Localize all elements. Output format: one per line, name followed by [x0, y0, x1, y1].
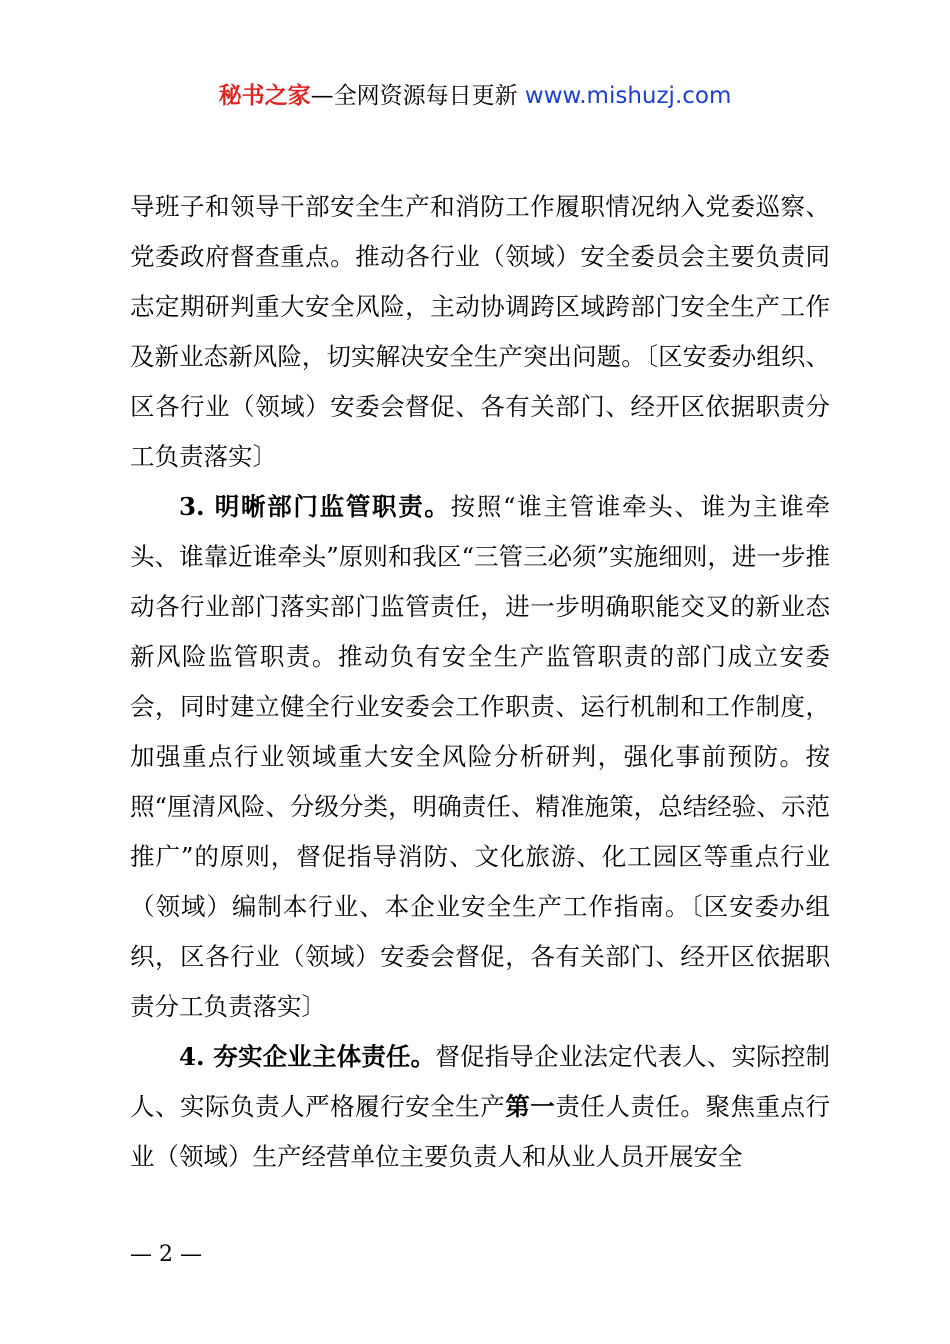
paragraph-continued: [130, 182, 830, 482]
document-body: [130, 182, 830, 1182]
emphasized-text: 第一: [505, 1092, 556, 1121]
site-name: 秘书之家: [218, 83, 311, 109]
paragraph-section-4: [130, 1032, 830, 1182]
page-number: — 2 —: [130, 1242, 202, 1267]
paragraph-text: 督促指导企业法定代表人、实际控制人、实际负责人严格履行安全生产: [130, 1042, 831, 1121]
section-heading: 4. 夯实企业主体责任。: [179, 1042, 436, 1071]
paragraph-text: 责任人责任。聚焦重点行业（领域）生产经营单位主要负责人和从业人员开展安全: [130, 1092, 831, 1171]
site-url-link[interactable]: www.mishuzj.com: [524, 83, 732, 109]
paragraph-text: 导班子和领导干部安全生产和消防工作履职情况纳入党委巡察、党委政府督查重点。推动各行业（领域）安全委员会主要负责同志定期研判重大安全风险，主动协调跨区域跨部门安全生产工作及新业态新风险，切实解决安全生产突出问题。〔区安委办组织、区各行业（领域）安委会督促、各有关部门、经开区依据职责分工负责落实〕: [130, 192, 830, 471]
section-heading: 3. 明晰部门监管职责。: [179, 492, 451, 521]
site-banner: [0, 78, 950, 114]
paragraph-text: 按照“谁主管谁牵头、谁为主谁牵头、谁靠近谁牵头”原则和我区“三管三必须”实施细则，进一步推动各行业部门落实部门监管责任，进一步明确职能交叉的新业态新风险监管职责。推动负有安全生产监管职责的部门成立安委会，同时建立健全行业安委会工作职责、运行机制和工作制度，加强重点行业领域重大安全风险分析研判，强化事前预防。按照“厘清风险、分级分类，明确责任、精准施策，总结经验、示范推广”的原则，督促指导消防、文化旅游、化工园区等重点行业（领域）编制本行业、本企业安全生产工作指南。〔区安委办组织，区各行业（领域）安委会督促，各有关部门、经开区依据职责分工负责落实〕: [130, 492, 830, 1021]
paragraph-section-3: [130, 482, 830, 1032]
site-tagline: —全网资源每日更新: [310, 83, 518, 109]
